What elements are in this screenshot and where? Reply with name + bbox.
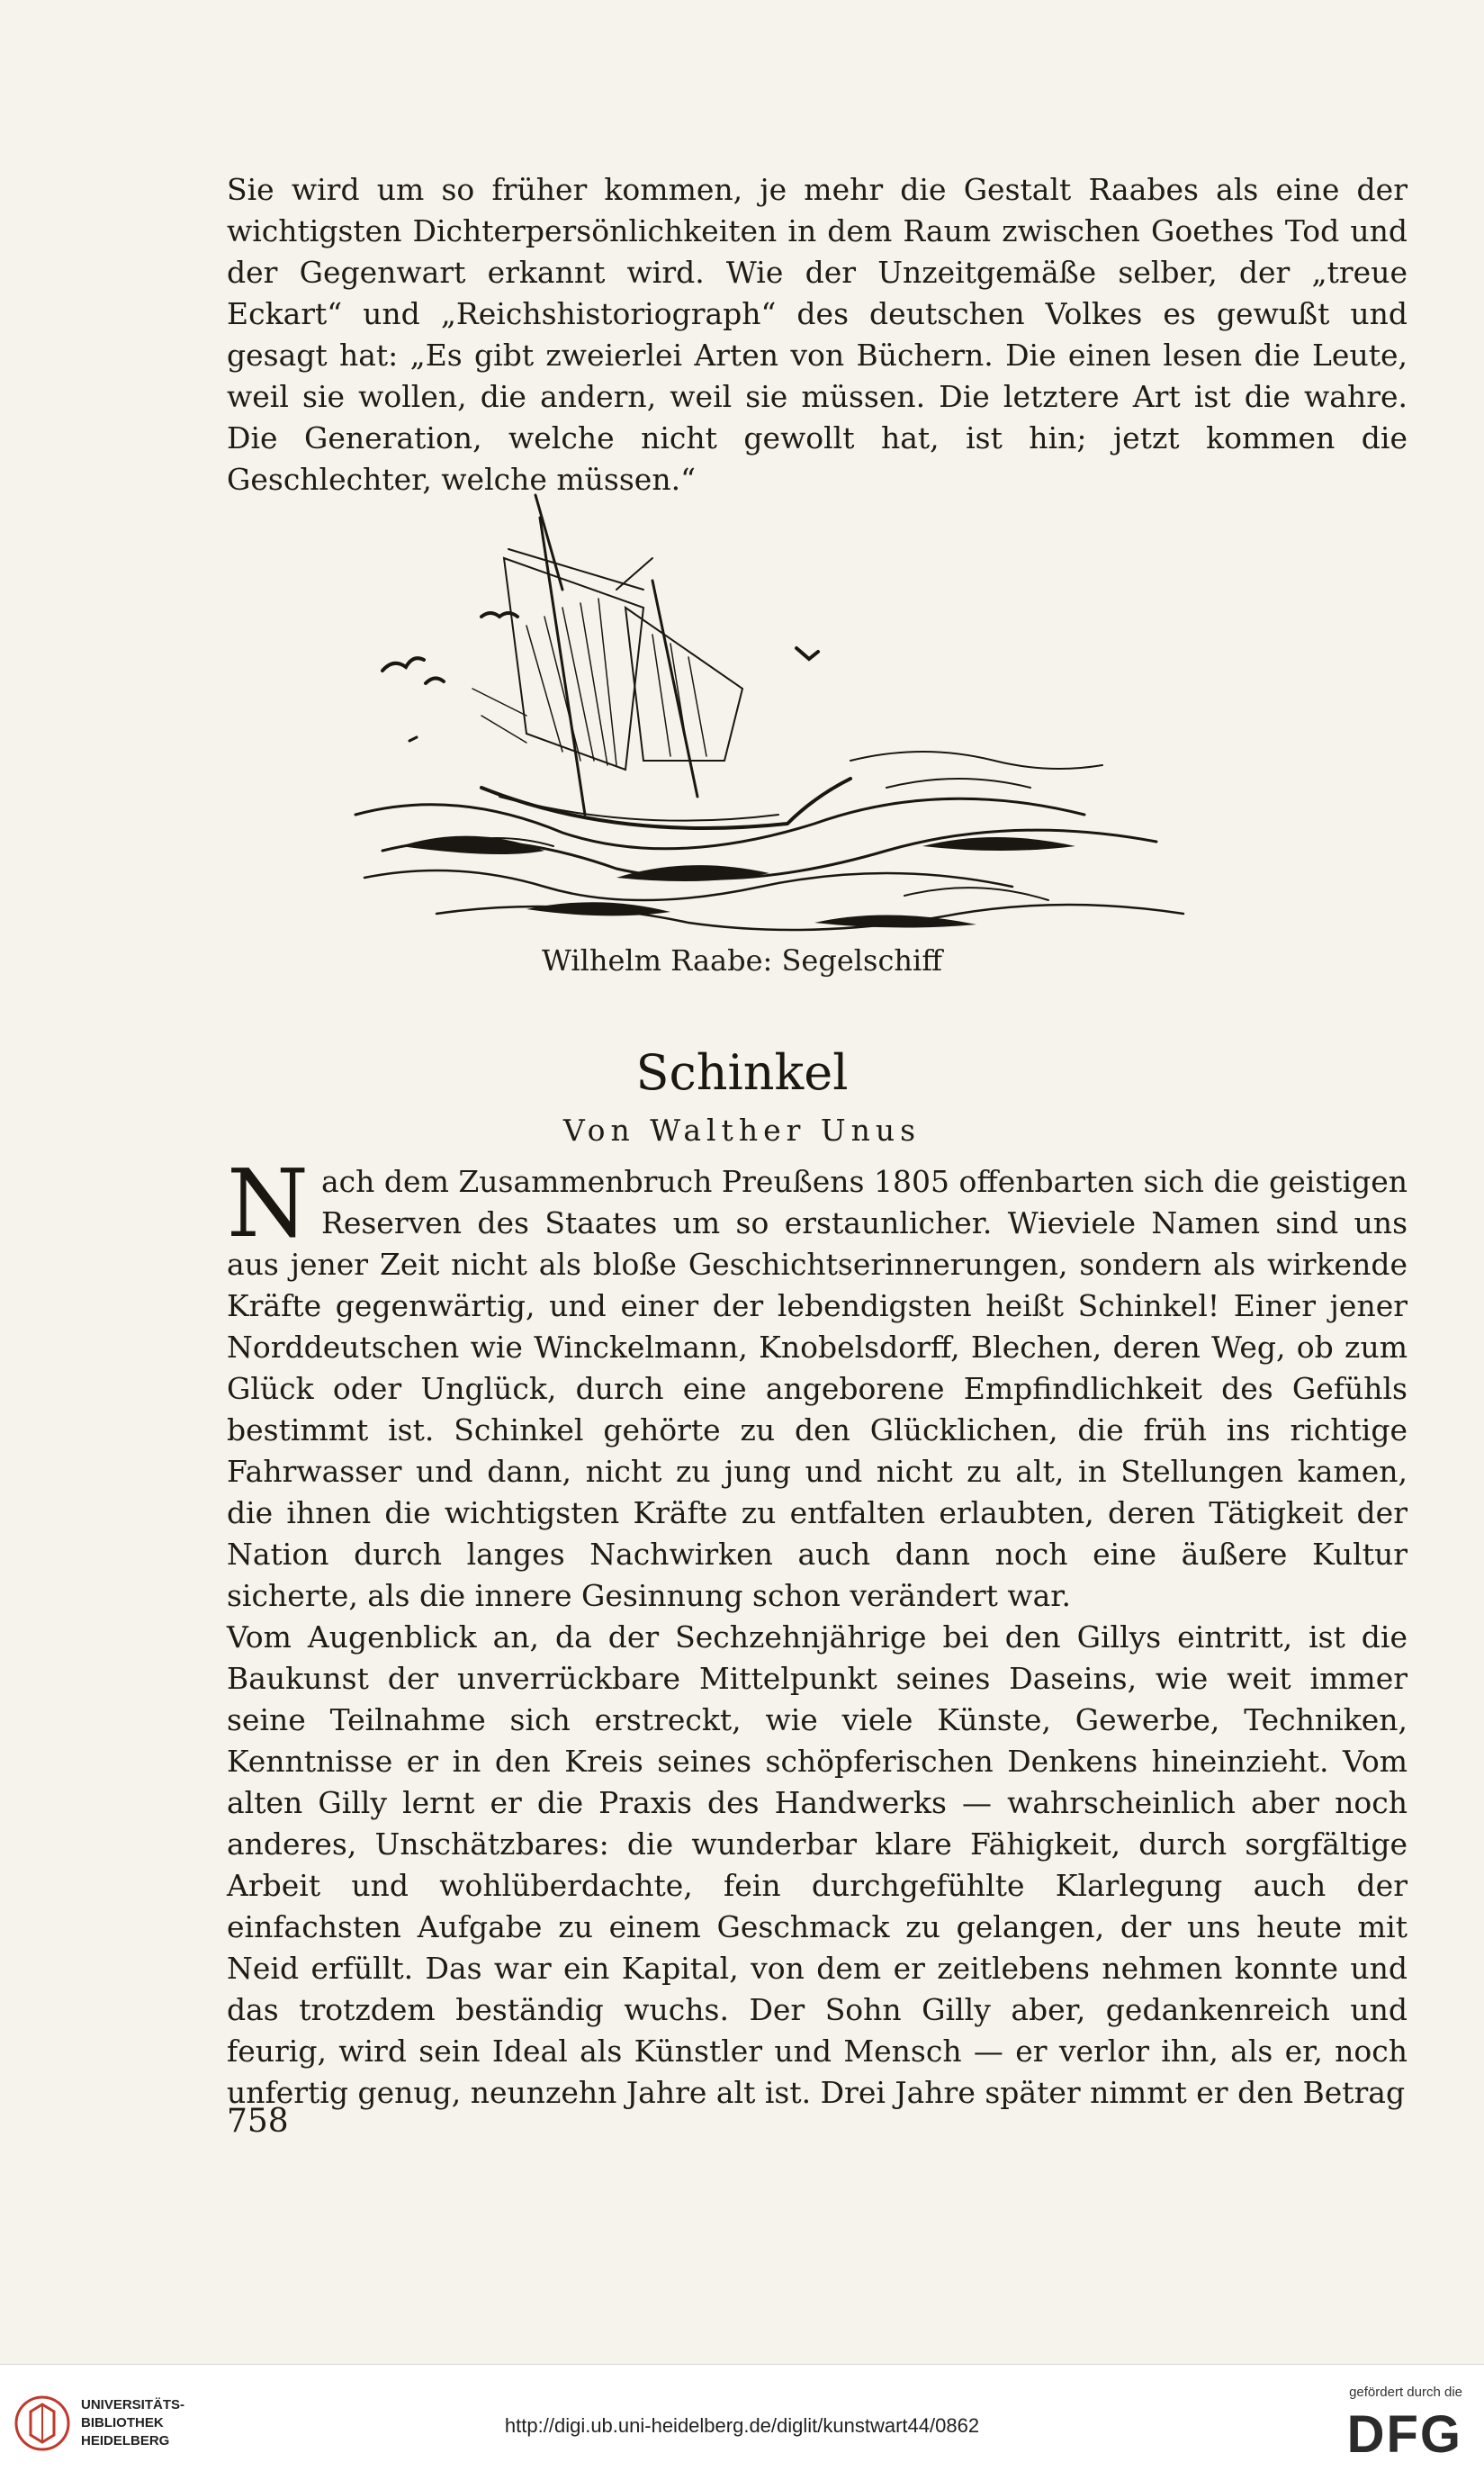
intro-text: Sie wird um so früher kommen, je mehr die Gestalt Raabes als eine der wichtigsten Dichterpersönlichkeiten in dem Raum zwischen Goethes Tod und der Gegenwart erkannt wird. Wie der Unzeitgemäße selber, der „treue Eckart“ und „Reichshistoriograph“ des deutschen Volkes es gewußt und gesagt hat: „Es gibt zweierlei Arten von Büchern. Die einen lesen die Leute, weil sie wollen, die andern, weil sie müssen. Die letztere Art ist die wahre. Die Generation, welche nicht gewollt hat, ist hin; jetzt kommen die Geschlechter, welche müssen.“ — [227, 172, 1408, 497]
article-body — [227, 1149, 1408, 2114]
library-name-line: UNIVERSITÄTS- — [81, 2397, 185, 2412]
article-byline: Von Walther Unus — [562, 1113, 922, 1148]
bird-icon — [409, 737, 417, 741]
ship-illustration — [346, 491, 1255, 941]
sponsor-label: gefördert durch die — [1349, 2385, 1462, 2400]
article-paragraph — [227, 1149, 1408, 1617]
drop-cap: N — [227, 1149, 309, 1258]
bird-icon — [426, 678, 444, 683]
page-number: 758 — [227, 2103, 289, 2140]
bird-icon — [796, 648, 818, 659]
bird-icon — [382, 658, 424, 671]
dfg-logo: DFG — [1346, 2405, 1462, 2464]
article-title: Schinkel — [635, 1044, 849, 1101]
permalink-url[interactable]: http://digi.ub.uni-heidelberg.de/diglit/kunstwart44/0862 — [504, 2414, 980, 2437]
digitization-footer — [0, 2364, 1484, 2480]
library-name-line: BIBLIOTHEK — [81, 2415, 164, 2430]
illustration-caption: Wilhelm Raabe: Segelschiff — [542, 943, 942, 978]
paragraph-1-text: ach dem Zusammenbruch Preußens 1805 offenbarten sich die geistigen Reserven des Staates um so erstaunlicher. Wieviele Namen sind uns aus jener Zeit nicht als bloße Geschichtserinnerungen, sondern als wirkende Kräfte gegenwärtig, und einer der lebendigsten heißt Schinkel! Einer jener Norddeutschen wie Winckelmann, Knobelsdorff, Blechen, deren Weg, ob zum Glück oder Unglück, durch eine angeborene Empfindlichkeit des Gefühls bestimmt ist. Schinkel gehörte zu den Glücklichen, die früh ins richtige Fahrwasser und dann, nicht zu jung und nicht zu alt, in Stellungen kamen, die ihnen die wichtigsten Kräfte zu entfalten erlaubten, deren Tätigkeit der Nation durch langes Nachwirken auch dann noch eine äußere Kultur sicherte, als die innere Gesinnung schon verändert war. — [227, 1164, 1408, 1613]
article-paragraph: Vom Augenblick an, da der Sechzehnjährige bei den Gillys eintritt, ist die Baukunst der unverrückbare Mittelpunkt seines Daseins, wie weit immer seine Teilnahme sich erstreckt, wie viele Künste, Gewerbe, Techniken, Kenntnisse er in den Kreis seines schöpferischen Denkens hineinzieht. Vom alten Gilly lernt er die Praxis des Handwerks — wahrscheinlich aber noch anderes, Unschätzbares: die wunderbar klare Fähigkeit, durch sorgfältige Arbeit und wohlüberdachte, fein durchgefühlte Klarlegung auch der einfachsten Aufgabe zu einem Geschmack zu gelangen, der uns heute mit Neid erfüllt. Das war ein Kapital, von dem er zeitlebens nehmen konnte und das trotzdem beständig wuchs. Der Sohn Gilly aber, gedankenreich und feurig, wird sein Ideal als Künstler und Mensch — er verlor ihn, als er, noch unfertig genug, neunzehn Jahre alt ist. Drei Jahre später nimmt er den Betrag — [227, 1619, 1408, 2110]
library-name-line: HEIDELBERG — [81, 2433, 170, 2448]
intro-paragraph — [227, 169, 1408, 501]
